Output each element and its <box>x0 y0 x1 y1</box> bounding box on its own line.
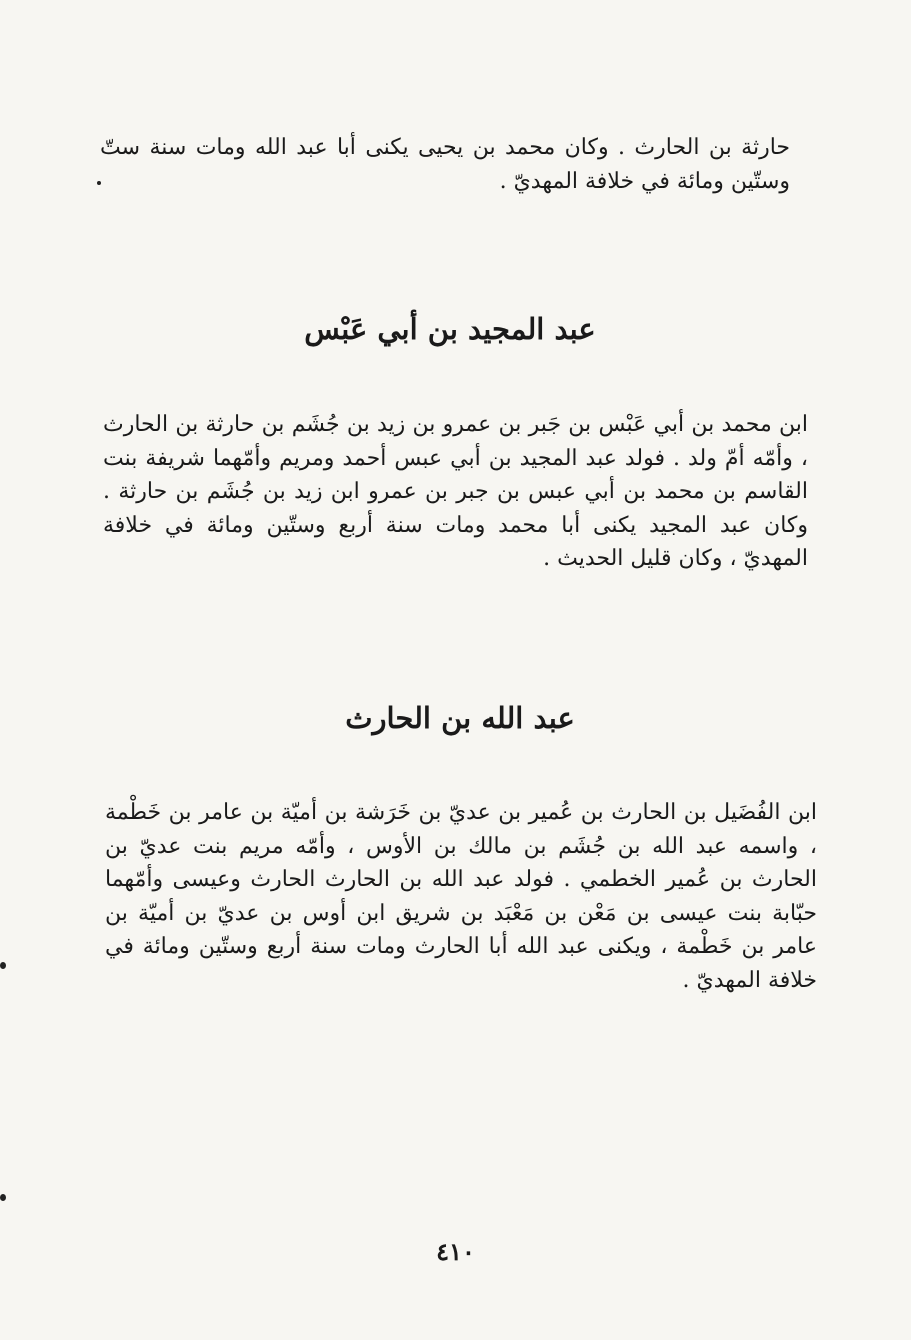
ink-speck <box>97 181 101 185</box>
margin-speck <box>0 1194 6 1201</box>
margin-speck <box>0 962 6 969</box>
section-body-abd-allah: ابن الفُضَيل بن الحارث بن عُمير بن عديّ بن خَرَشة بن أميّة بن عامر بن خَطْمة ، واسمه عبد الله بن جُشَم بن مالك بن الأوس ، وأمّه مريم بنت عديّ بن الحارث بن عُمير الخطمي . فولد عبد الله بن الحارث الحارث وعيسى وأمّهما حبّابة بنت عيسى بن مَعْن بن مَعْبَد بن شريق ابن أوس بن عديّ بن أميّة بن عامر بن خَطْمة ، ويكنى عبد الله أبا الحارث ومات سنة أربع وستّين ومائة في خلافة المهديّ . <box>105 800 817 993</box>
page-number: ٤١٠ <box>436 1237 475 1266</box>
section-heading-abd-al-majid: عبد المجيد بن أبي عَبْس <box>304 312 596 346</box>
intro-paragraph: حارثة بن الحارث . وكان محمد بن يحيى يكنى أبا عبد الله ومات سنة ستّ وستّين ومائة في خلافة المهديّ . <box>100 135 790 194</box>
section-body-abd-al-majid: ابن محمد بن أبي عَبْس بن جَبر بن عمرو بن زيد بن جُشَم بن حارثة بن الحارث ، وأمّه أمّ ولد . فولد عبد المجيد بن أبي عبس أحمد ومريم وأمّهما شريفة بنت القاسم بن محمد بن أبي عبس بن جبر بن عمرو ابن زيد بن جُشَم بن حارثة . وكان عبد المجيد يكنى أبا محمد ومات سنة أربع وستّين ومائة في خلافة المهديّ ، وكان قليل الحديث . <box>103 412 808 571</box>
section-heading-abd-allah: عبد الله بن الحارث <box>345 701 575 735</box>
